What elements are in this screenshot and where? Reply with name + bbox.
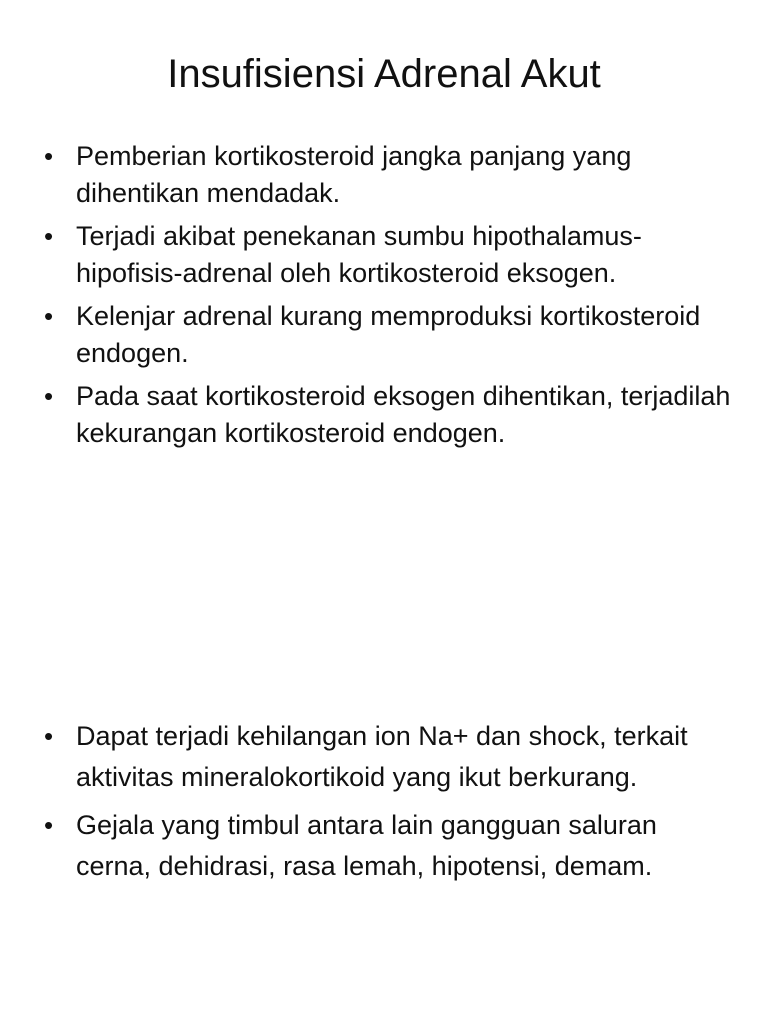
bullet-dot-icon: • [44, 301, 54, 331]
slide-title: Insufisiensi Adrenal Akut [167, 52, 601, 96]
bullet-text: Kelenjar adrenal kurang memproduksi kortikosteroid endogen. [76, 301, 701, 368]
bullet-item [42, 218, 732, 291]
bullet-item [42, 716, 732, 797]
bullet-text: Dapat terjadi kehilangan ion Na+ dan shock, terkait aktivitas mineralokortikoid yang ikut berkurang. [76, 721, 688, 792]
bullet-item [42, 138, 732, 211]
bullet-dot-icon: • [44, 721, 54, 751]
bullet-item [42, 805, 732, 886]
bullet-dot-icon: • [44, 810, 54, 840]
bullet-text: Terjadi akibat penekanan sumbu hipothalamus-hipofisis-adrenal oleh kortikosteroid eksogen. [76, 221, 642, 288]
bullet-text: Pemberian kortikosteroid jangka panjang yang dihentikan mendadak. [76, 141, 632, 208]
bullet-dot-icon: • [44, 221, 54, 251]
bullet-text: Pada saat kortikosteroid eksogen dihentikan, terjadilah kekurangan kortikosteroid endogen. [76, 381, 731, 448]
top-bullet-list [42, 138, 732, 458]
bottom-bullet-list [42, 716, 732, 894]
bullet-item [42, 378, 732, 451]
bullet-dot-icon: • [44, 381, 54, 411]
bullet-text: Gejala yang timbul antara lain gangguan saluran cerna, dehidrasi, rasa lemah, hipotensi, demam. [76, 810, 657, 881]
bullet-dot-icon: • [44, 141, 54, 171]
bullet-item [42, 298, 732, 371]
